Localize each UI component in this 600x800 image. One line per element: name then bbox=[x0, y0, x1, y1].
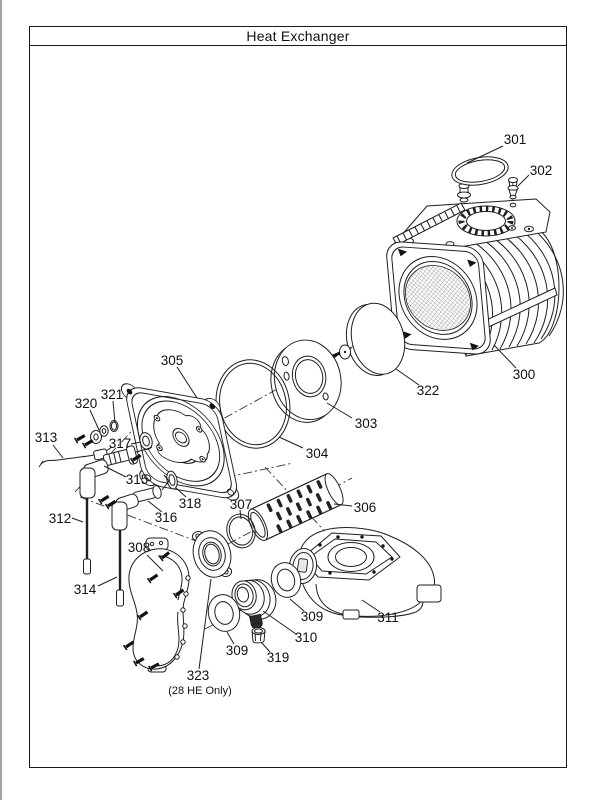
part-label-313: 313 bbox=[34, 430, 58, 445]
drawing-border bbox=[29, 26, 567, 768]
part-note-28he: (28 HE Only) bbox=[168, 685, 232, 697]
part-label-321: 321 bbox=[100, 387, 124, 402]
part-label-309-left: 309 bbox=[225, 643, 249, 658]
part-label-322: 322 bbox=[416, 383, 440, 398]
part-label-300: 300 bbox=[512, 367, 536, 382]
part-label-310: 310 bbox=[294, 630, 318, 645]
page-title: Heat Exchanger bbox=[246, 28, 350, 44]
part-label-301: 301 bbox=[503, 132, 527, 147]
part-label-318: 318 bbox=[178, 496, 202, 511]
part-label-303: 303 bbox=[354, 416, 378, 431]
part-label-320: 320 bbox=[74, 396, 98, 411]
part-label-302: 302 bbox=[529, 163, 553, 178]
part-label-307: 307 bbox=[229, 497, 253, 512]
part-label-311: 311 bbox=[377, 610, 399, 625]
part-label-312: 312 bbox=[48, 511, 72, 526]
part-label-309-right: 309 bbox=[300, 609, 324, 624]
part-label-305: 305 bbox=[160, 353, 184, 368]
part-label-315: 315 bbox=[125, 472, 149, 487]
part-label-304: 304 bbox=[305, 446, 329, 461]
part-label-306: 306 bbox=[353, 500, 377, 515]
part-label-314: 314 bbox=[73, 582, 97, 597]
part-label-316: 316 bbox=[154, 510, 178, 525]
part-label-317: 317 bbox=[108, 436, 132, 451]
part-label-308: 308 bbox=[127, 540, 151, 555]
part-label-323: 323 bbox=[186, 668, 210, 683]
part-label-319: 319 bbox=[266, 650, 290, 665]
title-bar bbox=[30, 27, 566, 46]
